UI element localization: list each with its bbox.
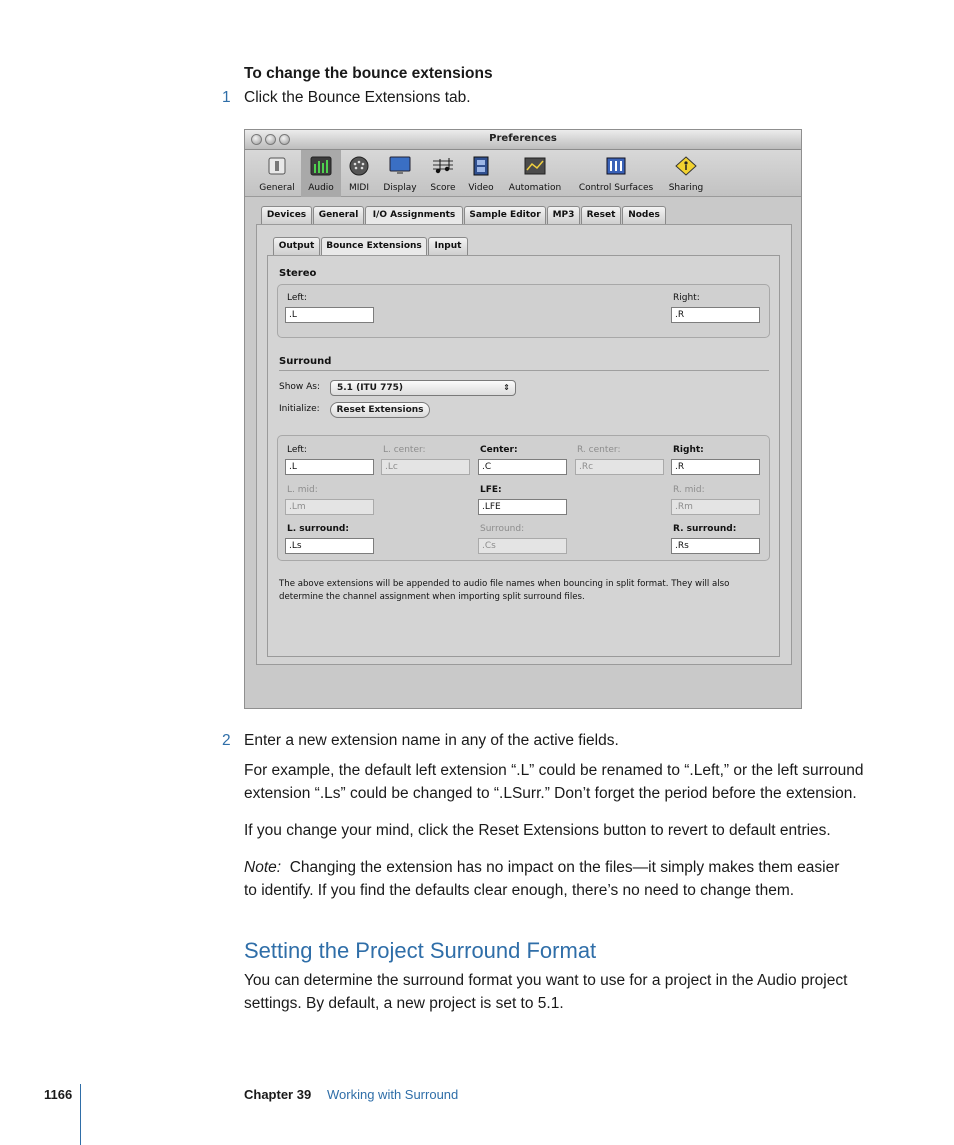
toolbar-label: General <box>259 183 295 193</box>
surround-label: Surround: <box>480 524 525 534</box>
step-1-text: Click the Bounce Extensions tab. <box>244 89 471 106</box>
surround-description-line2: determine the channel assignment when importing split surround files. <box>279 592 585 602</box>
tab-mp3[interactable]: MP3 <box>547 206 580 224</box>
audio-meter-icon <box>310 156 332 176</box>
example-paragraph-line2: extension “.Ls” could be changed to “.LSurr.” Don’t forget the period before the extension. <box>244 785 857 802</box>
toolbar-display[interactable] <box>379 150 421 197</box>
r-mid-field: .Rm <box>671 499 760 515</box>
surround-section-title: Surround <box>279 356 332 367</box>
toolbar-label: Automation <box>508 183 562 193</box>
display-monitor-icon <box>389 156 411 176</box>
footer-chapter: Chapter 39 <box>244 1087 312 1102</box>
surround-description-line1: The above extensions will be appended to audio file names when bouncing in split format. They will also <box>279 579 730 589</box>
surround-divider <box>279 370 769 371</box>
stereo-left-field[interactable]: .L <box>285 307 374 323</box>
toolbar-label: Score <box>430 183 456 193</box>
toolbar-general[interactable] <box>255 150 299 197</box>
page-number: 1166 <box>44 1087 73 1102</box>
step-2-text: Enter a new extension name in any of the active fields. <box>244 732 619 749</box>
general-switch-icon <box>266 156 288 176</box>
tab-reset[interactable]: Reset <box>581 206 621 224</box>
stereo-left-label: Left: <box>287 293 307 303</box>
reset-paragraph: If you change your mind, click the Reset Extensions button to revert to default entries. <box>244 822 831 839</box>
toolbar-audio[interactable] <box>301 150 341 197</box>
toolbar-label: Control Surfaces <box>578 183 654 193</box>
sharing-sign-icon <box>675 156 697 176</box>
l-mid-label: L. mid: <box>287 485 318 495</box>
example-paragraph-line1: For example, the default left extension “.L” could be renamed to “.Left,” or the left surround <box>244 762 864 779</box>
show-as-label: Show As: <box>279 382 321 392</box>
left-field[interactable]: .L <box>285 459 374 475</box>
subtab-input[interactable]: Input <box>428 237 468 255</box>
l-mid-field: .Lm <box>285 499 374 515</box>
preferences-window <box>244 129 802 709</box>
footer-chapter-title: Working with Surround <box>327 1087 459 1102</box>
tab-general[interactable]: General <box>313 206 364 224</box>
step-number-1: 1 <box>222 89 231 106</box>
section-title: Setting the Project Surround Format <box>244 938 597 963</box>
tab-nodes[interactable]: Nodes <box>622 206 666 224</box>
initialize-label: Initialize: <box>279 404 320 414</box>
toolbar-control-surfaces[interactable] <box>572 150 660 197</box>
step-number-2: 2 <box>222 732 231 749</box>
note-label: Note: <box>244 859 282 876</box>
left-label: Left: <box>287 445 307 455</box>
show-as-value: 5.1 (ITU 775) <box>337 383 404 393</box>
tab-sample-editor[interactable]: Sample Editor <box>464 206 546 224</box>
center-label: Center: <box>480 445 518 455</box>
lfe-label: LFE: <box>480 485 502 495</box>
toolbar-label: Display <box>383 183 417 193</box>
l-center-field: .Lc <box>381 459 470 475</box>
note-line1 <box>244 856 839 879</box>
midi-plug-icon <box>348 156 370 176</box>
r-center-label: R. center: <box>577 445 621 455</box>
stereo-right-label: Right: <box>673 293 700 303</box>
toolbar-midi[interactable] <box>343 150 375 197</box>
section-paragraph-line1: You can determine the surround format you want to use for a project in the Audio project <box>244 972 848 989</box>
preferences-toolbar <box>245 150 801 197</box>
toolbar-automation[interactable] <box>503 150 567 197</box>
r-center-field: .Rc <box>575 459 664 475</box>
popup-arrows-icon: ⇕ <box>503 383 510 392</box>
control-surfaces-icon <box>605 156 627 176</box>
video-film-icon <box>470 156 492 176</box>
right-field[interactable]: .R <box>671 459 760 475</box>
footer-rule <box>80 1084 81 1145</box>
toolbar-label: Sharing <box>668 183 704 193</box>
automation-curve-icon <box>524 156 546 176</box>
l-surround-field[interactable]: .Ls <box>285 538 374 554</box>
window-title: Preferences <box>489 133 557 144</box>
note-text-line1: Changing the extension has no impact on the files—it simply makes them easier <box>289 859 840 876</box>
show-as-popup[interactable] <box>330 380 516 396</box>
l-center-label: L. center: <box>383 445 426 455</box>
toolbar-sharing[interactable] <box>663 150 709 197</box>
stereo-section-title: Stereo <box>279 268 317 279</box>
r-surround-label: R. surround: <box>673 524 737 534</box>
score-notes-icon <box>432 156 454 176</box>
r-surround-field[interactable]: .Rs <box>671 538 760 554</box>
subtab-output[interactable]: Output <box>273 237 320 255</box>
right-label: Right: <box>673 445 704 455</box>
surround-field: .Cs <box>478 538 567 554</box>
tab-devices[interactable]: Devices <box>261 206 312 224</box>
lfe-field[interactable]: .LFE <box>478 499 567 515</box>
reset-extensions-button[interactable]: Reset Extensions <box>330 402 430 418</box>
section-paragraph-line2: settings. By default, a new project is set to 5.1. <box>244 995 564 1012</box>
procedure-heading: To change the bounce extensions <box>244 65 493 82</box>
tab-io-assignments[interactable]: I/O Assignments <box>365 206 463 224</box>
note-line2: to identify. If you find the defaults clear enough, there’s no need to change them. <box>244 882 795 899</box>
toolbar-video[interactable] <box>463 150 499 197</box>
toolbar-label: Video <box>468 183 494 193</box>
subtab-bounce-extensions[interactable]: Bounce Extensions <box>321 237 427 255</box>
window-titlebar <box>245 130 801 150</box>
stereo-right-field[interactable]: .R <box>671 307 760 323</box>
r-mid-label: R. mid: <box>673 485 705 495</box>
l-surround-label: L. surround: <box>287 524 349 534</box>
toolbar-score[interactable] <box>425 150 461 197</box>
toolbar-label: Audio <box>308 183 334 193</box>
center-field[interactable]: .C <box>478 459 567 475</box>
toolbar-label: MIDI <box>348 183 369 193</box>
